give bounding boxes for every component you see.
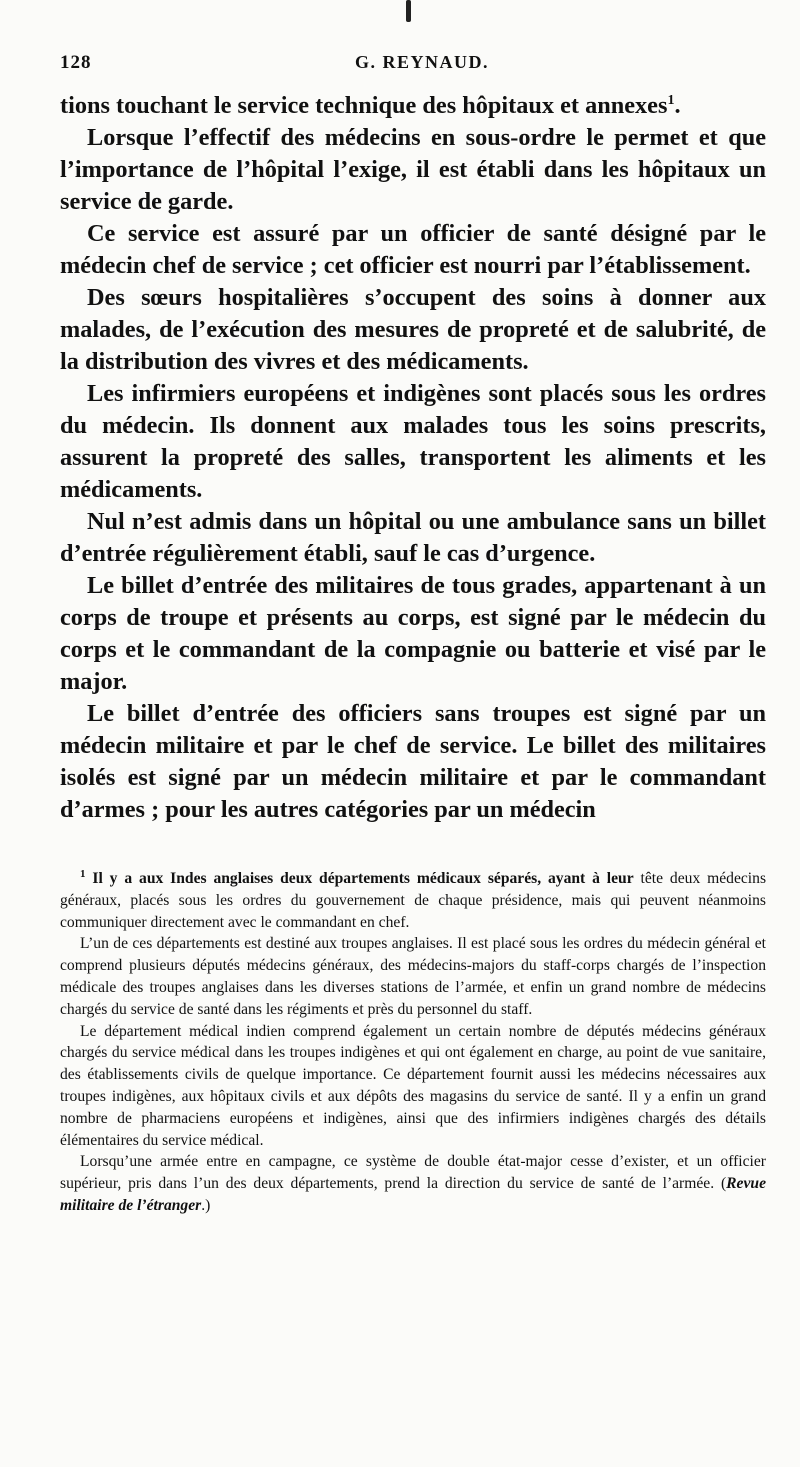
paragraph-6: Nul n’est admis dans un hôpital ou une ambulance sans un billet d’entrée régulièrement établi, sauf le cas d’urgence. xyxy=(60,508,766,567)
footnote-paragraph-2: L’un de ces départements est destiné aux troupes anglaises. Il est placé sous les ordres du médecin général et comprend plusieurs députés médecins généraux, des médecins-majors du staff-corps chargés de l’inspection médicale des troupes anglaises dans les diverses stations de l’armée, et enfin un grand nombre de médecins chargés du service de santé dans les régiments et près du personnel du staff. xyxy=(60,935,766,1018)
paragraph-5: Les infirmiers européens et indigènes sont placés sous les ordres du médecin. Ils donnent aux malades tous les soins prescrits, assurent la propreté des salles, transportent les aliments et les médicaments. xyxy=(60,380,766,503)
paragraph-7: Le billet d’entrée des militaires de tous grades, appartenant à un corps de troupe et présents au corps, est signé par le médecin du corps et le commandant de la compagnie ou batterie et visé par le major. xyxy=(60,572,766,695)
paragraph-3: Ce service est assuré par un officier de santé désigné par le médecin chef de service ; cet officier est nourri par l’établissement. xyxy=(60,220,766,279)
footnote-reference: 1 xyxy=(667,92,675,108)
source-title: Revue militaire de l’étranger xyxy=(60,1175,766,1214)
paragraph-2: Lorsque l’effectif des médecins en sous-ordre le permet et que l’importance de l’hôpital l’exige, il est établi dans les hôpitaux un service de garde. xyxy=(60,124,766,215)
footnote-paragraph-4: Lorsqu’une armée entre en campagne, ce système de double état-major cesse d’exister, et un officier supérieur, pris dans l’un des deux départements, prend la direction du service de santé de l’armée. (Revue militaire de l’étranger.) xyxy=(60,1153,766,1214)
paragraph-8: Le billet d’entrée des officiers sans troupes est signé par un médecin militaire et par le chef de service. Le billet des militaires isolés est signé par un médecin militaire et par le commandant d’armes ; pour les autres catégories par un médecin xyxy=(60,700,766,823)
footnote-1: $^1$ Il y a aux Indes anglaises deux départements médicaux séparés, ayant à leur tête deux médecins généraux, placés sous les ordres du gouvernement de chaque présidence, mais qui peuvent néanmoins communiquer directement avec le commandant en chef. xyxy=(60,867,767,931)
page-header xyxy=(60,52,768,82)
footnote-paragraph-3: Le département médical indien comprend également un certain nombre de députés médecins généraux chargés du service médical dans les troupes indigènes et qui ont également en charge, au point de vue sanitaire, des établissements civils de quelque importance. Ce département fournit aussi les médecins nécessaires aux troupes indigènes, aux hôpitaux civils et aux dépôts des magasins du service de santé. Il y a enfin un grand nombre de pharmaciens européens et indigènes, ainsi que des infirmiers indigènes chargés des détails élémentaires du service médical. xyxy=(60,1022,766,1149)
binding-mark xyxy=(406,0,411,22)
footnote-mark: 1 xyxy=(80,867,86,880)
footnotes xyxy=(60,868,766,1217)
main-text xyxy=(60,90,766,826)
paragraph-1: tions touchant le service technique des hôpitaux et annexes$^1$. xyxy=(60,92,681,119)
paragraph-4: Des sœurs hospitalières s’occupent des soins à donner aux malades, de l’exécution des mesures de propreté et de salubrité, de la distribution des vivres et des médicaments. xyxy=(60,284,766,375)
running-head: G. REYNAUD. xyxy=(355,52,490,72)
page-number: 128 xyxy=(60,52,92,73)
